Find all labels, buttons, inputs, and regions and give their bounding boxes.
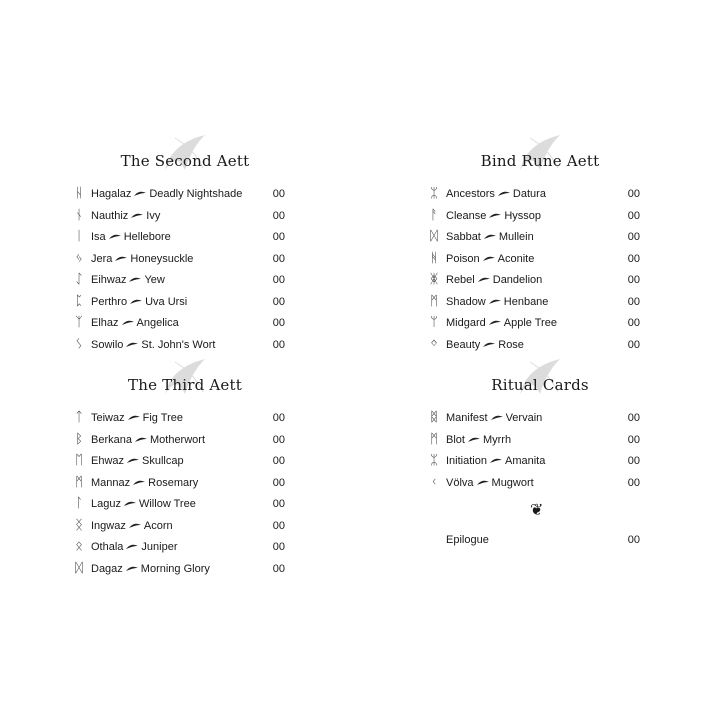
rune-icon: ᚺ: [75, 186, 83, 201]
herb-name: Hellebore: [123, 231, 171, 243]
page-number: 00: [272, 541, 285, 553]
swash-separator-icon: [488, 213, 502, 219]
toc-entry[interactable]: [425, 292, 640, 312]
rune-icon: ᛜ: [430, 336, 438, 352]
epilogue-label: Epilogue: [446, 534, 489, 546]
rune-icon: ᛗ: [430, 293, 438, 309]
rune-icon: ᛇ: [75, 272, 83, 287]
toc-entry[interactable]: [425, 184, 640, 204]
rune-name: Hagalaz: [91, 188, 132, 200]
rune-icon: ᛉ: [75, 315, 83, 330]
toc-entry[interactable]: [70, 451, 285, 471]
rune-icon: ᛈ: [75, 293, 83, 309]
epilogue-entry[interactable]: [425, 530, 640, 550]
swash-separator-icon: [132, 480, 146, 486]
swash-separator-icon: [130, 213, 144, 219]
section-bind-rune-aett: [425, 148, 655, 352]
herb-name: Apple Tree: [503, 317, 557, 329]
swash-separator-icon: [125, 342, 139, 348]
page-number: 00: [627, 188, 640, 200]
section-third-aett: [70, 372, 300, 576]
rune-name: Ancestors: [446, 188, 495, 200]
toc-entry[interactable]: [425, 451, 640, 471]
rune-icon: ᛞ: [75, 560, 83, 576]
herb-name: Angelica: [136, 317, 179, 329]
page-number: 00: [272, 317, 285, 329]
rune-icon: ᛘ: [430, 315, 438, 330]
rune-name: Rebel: [446, 274, 475, 286]
toc-entry[interactable]: [70, 516, 285, 536]
herb-name: Rosemary: [148, 476, 199, 489]
page-number: 00: [627, 209, 640, 222]
swash-separator-icon: [483, 234, 497, 240]
toc-entry[interactable]: [70, 249, 285, 269]
page-number: 00: [272, 252, 285, 265]
toc-entry[interactable]: [70, 227, 285, 247]
toc-entry[interactable]: [425, 270, 640, 290]
rune-name: Eihwaz: [91, 274, 127, 286]
page-number: 00: [627, 412, 640, 424]
page-number: 00: [272, 412, 285, 424]
swash-separator-icon: [482, 342, 496, 348]
herb-name: Henbane: [503, 295, 549, 308]
toc-entry[interactable]: [70, 559, 285, 579]
rune-icon: ᛝ: [75, 517, 83, 533]
herb-name: Dandelion: [492, 274, 543, 286]
swash-separator-icon: [134, 437, 148, 443]
page-number: 00: [627, 231, 640, 243]
rune-name: Ehwaz: [91, 455, 125, 467]
rune-name: Sabbat: [446, 231, 481, 243]
page-number: 00: [272, 455, 285, 467]
swash-separator-icon: [488, 320, 502, 326]
rune-icon: ᛟ: [75, 539, 83, 554]
rune-name: Poison: [446, 252, 480, 265]
ornament-icon: ❦: [530, 502, 544, 519]
rune-name: Nauthiz: [91, 209, 129, 222]
rune-icon: ᚾ: [75, 207, 83, 223]
rune-icon: ᛥ: [430, 410, 438, 425]
page-number: 00: [272, 295, 285, 308]
section-heading: The Third Aett: [70, 372, 300, 398]
rune-name: Dagaz: [91, 562, 123, 575]
rune-name: Mannaz: [91, 476, 131, 489]
page-number: 00: [272, 274, 285, 286]
rune-icon: ᛖ: [75, 453, 83, 468]
rune-name: Isa: [91, 231, 106, 243]
herb-name: Myrrh: [482, 433, 512, 446]
swash-separator-icon: [497, 191, 511, 197]
page-number: 00: [627, 455, 640, 467]
rune-name: Teiwaz: [91, 412, 125, 424]
page-number: 00: [627, 317, 640, 329]
rune-icon: ᚲ: [430, 474, 438, 490]
page-number: 00: [627, 338, 640, 351]
rune-name: Shadow: [446, 295, 486, 308]
rune-icon: ᛯ: [430, 453, 438, 468]
rune-name: Manifest: [446, 412, 488, 424]
swash-separator-icon: [125, 544, 139, 550]
toc-entry[interactable]: [70, 206, 285, 226]
toc-entry[interactable]: [70, 335, 285, 355]
toc-entry[interactable]: [425, 249, 640, 269]
rune-name: Perthro: [91, 295, 128, 308]
herb-name: Mullein: [498, 231, 534, 243]
herb-name: Skullcap: [142, 455, 184, 467]
rune-name: Völva: [446, 476, 474, 489]
toc-entry[interactable]: [70, 270, 285, 290]
herb-name: St. John's Wort: [141, 338, 216, 351]
page-number: 00: [627, 274, 640, 286]
rune-icon: ᛗ: [430, 431, 438, 447]
herb-name: Juniper: [141, 541, 178, 553]
rune-icon: ᛃ: [75, 250, 83, 266]
rune-name: Cleanse: [446, 209, 487, 222]
rune-icon: ᛒ: [75, 431, 83, 447]
page-number: 00: [272, 188, 285, 200]
toc-entry[interactable]: [70, 292, 285, 312]
herb-name: Amanita: [504, 455, 546, 467]
section-ritual-cards: [425, 372, 655, 490]
swash-separator-icon: [467, 437, 481, 443]
toc-entry[interactable]: [425, 335, 640, 355]
rune-icon: ᛁ: [75, 229, 83, 244]
rune-name: Othala: [91, 541, 124, 553]
rune-icon: ᛏ: [75, 410, 83, 425]
herb-name: Rose: [498, 338, 524, 351]
swash-separator-icon: [476, 480, 490, 486]
rune-name: Berkana: [91, 433, 132, 446]
swash-separator-icon: [133, 191, 147, 197]
rune-icon: ᛯ: [430, 186, 438, 201]
herb-name: Aconite: [497, 252, 535, 265]
toc-entry[interactable]: [70, 184, 285, 204]
swash-separator-icon: [125, 566, 139, 572]
swash-separator-icon: [482, 256, 496, 262]
rune-name: Sowilo: [91, 338, 124, 351]
toc-entry[interactable]: [425, 430, 640, 450]
swash-separator-icon: [121, 320, 135, 326]
section-second-aett: [70, 148, 300, 352]
rune-name: Midgard: [446, 317, 486, 329]
swash-separator-icon: [488, 299, 502, 305]
toc-entry[interactable]: [425, 206, 640, 226]
swash-separator-icon: [123, 501, 137, 507]
page-number: 00: [272, 562, 285, 575]
swash-separator-icon: [108, 234, 122, 240]
rune-icon: ᚨ: [430, 207, 438, 223]
toc-entry[interactable]: [70, 313, 285, 333]
swash-separator-icon: [129, 299, 143, 305]
toc-entry[interactable]: [70, 537, 285, 557]
swash-separator-icon: [489, 458, 503, 464]
rune-name: Blot: [446, 433, 465, 446]
page-number: 00: [627, 476, 640, 489]
section-heading: The Second Aett: [70, 148, 300, 174]
swash-separator-icon: [128, 277, 142, 283]
herb-name: Mugwort: [491, 476, 534, 489]
herb-name: Morning Glory: [140, 562, 210, 575]
herb-name: Vervain: [505, 412, 543, 424]
page-number: 00: [272, 433, 285, 446]
swash-separator-icon: [477, 277, 491, 283]
page-number: 00: [627, 433, 640, 446]
rune-name: Beauty: [446, 338, 481, 351]
toc-entry[interactable]: [70, 494, 285, 514]
rune-icon: ᚻ: [430, 250, 438, 266]
page-number: 00: [272, 498, 285, 510]
toc-entry[interactable]: [70, 473, 285, 493]
page-number: 00: [272, 231, 285, 243]
herb-name: Acorn: [143, 519, 173, 532]
page-number: 00: [627, 534, 640, 546]
toc-entry[interactable]: [70, 408, 285, 428]
toc-entry[interactable]: [425, 227, 640, 247]
section-heading: Ritual Cards: [425, 372, 655, 398]
herb-name: Honeysuckle: [130, 252, 194, 265]
herb-name: Uva Ursi: [145, 295, 188, 308]
rune-icon: ᛚ: [75, 496, 83, 511]
toc-entry[interactable]: [425, 313, 640, 333]
herb-name: Hyssop: [504, 209, 542, 222]
rune-icon: ᛊ: [75, 336, 83, 352]
rune-name: Initiation: [446, 455, 487, 467]
page-number: 00: [272, 209, 285, 222]
herb-name: Yew: [144, 274, 165, 286]
toc-entry[interactable]: [70, 430, 285, 450]
page-number: 00: [272, 476, 285, 489]
rune-icon: ᛗ: [75, 474, 83, 490]
rune-name: Laguz: [91, 498, 121, 510]
toc-entry[interactable]: [425, 408, 640, 428]
swash-separator-icon: [127, 415, 141, 421]
toc-entry[interactable]: [425, 473, 640, 493]
swash-separator-icon: [114, 256, 128, 262]
herb-name: Deadly Nightshade: [149, 188, 243, 200]
rune-icon: ᛤ: [430, 272, 438, 287]
section-heading: Bind Rune Aett: [425, 148, 655, 174]
herb-name: Datura: [512, 188, 546, 200]
herb-name: Motherwort: [149, 433, 206, 446]
page-number: 00: [272, 338, 285, 351]
swash-separator-icon: [128, 523, 142, 529]
swash-separator-icon: [490, 415, 504, 421]
herb-name: Ivy: [146, 209, 161, 222]
page-number: 00: [272, 519, 285, 532]
rune-name: Elhaz: [91, 317, 119, 329]
rune-name: Ingwaz: [91, 519, 126, 532]
herb-name: Fig Tree: [142, 412, 183, 424]
page-number: 00: [627, 295, 640, 308]
page-number: 00: [627, 252, 640, 265]
herb-name: Willow Tree: [138, 498, 196, 510]
rune-name: Jera: [91, 252, 113, 265]
swash-separator-icon: [126, 458, 140, 464]
rune-icon: ᛞ: [430, 229, 438, 244]
